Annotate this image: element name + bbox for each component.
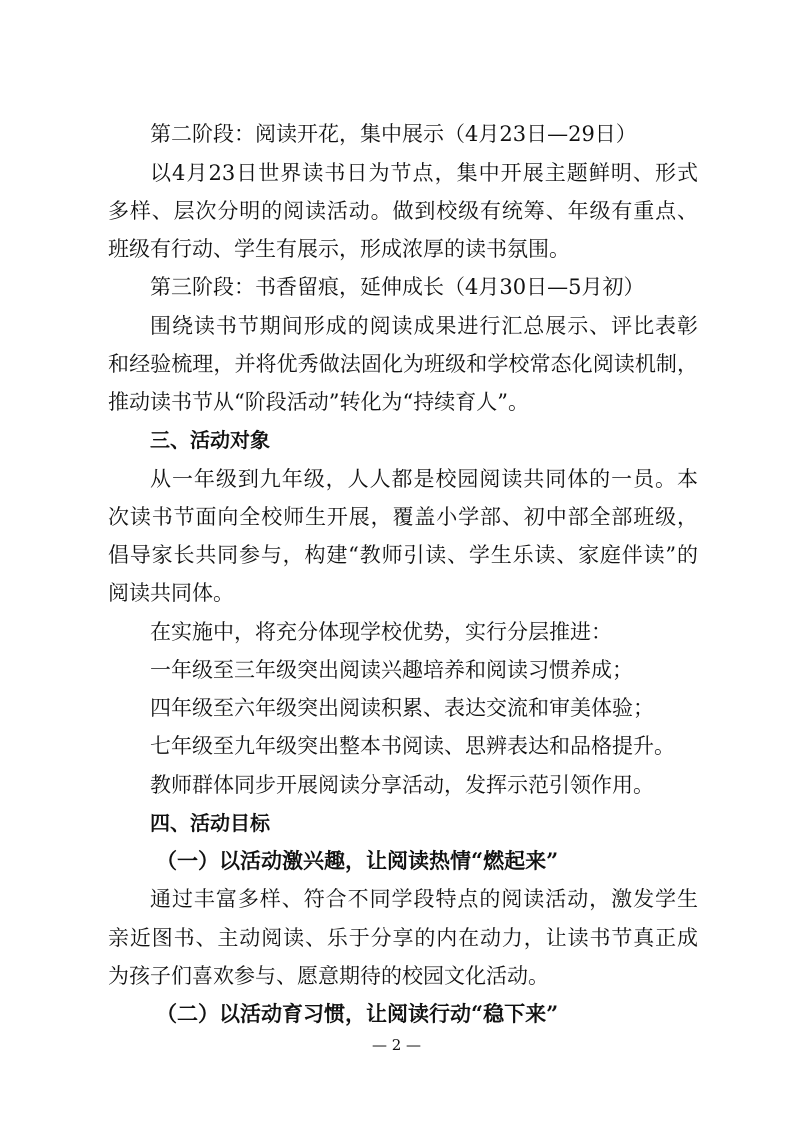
section-heading-targets: 三、活动对象 (150, 428, 270, 452)
subheading-goal-one: （一）以活动激兴趣，让阅读热情“燃起来” (156, 848, 559, 873)
paragraph-line: 以4月23日世界读书日为节点，集中开展主题鲜明、形式 (150, 161, 698, 185)
paragraph-line: 围绕读书节期间形成的阅读成果进行汇总展示、评比表彰 (150, 314, 698, 338)
list-item: 七年级至九年级突出整本书阅读、思辨表达和品格提升。 (150, 734, 675, 758)
paragraph-line: 教师群体同步开展阅读分享活动，发挥示范引领作用。 (150, 773, 654, 797)
paragraph-line: 倡导家长共同参与，构建“教师引读、学生乐读、家庭伴读”的 (108, 543, 698, 567)
paragraph-line: 班级有行动、学生有展示，形成浓厚的读书氛围。 (108, 237, 570, 261)
paragraph-line: 亲近图书、主动阅读、乐于分享的内在动力，让读书节真正成 (108, 926, 698, 950)
list-item: 四年级至六年级突出阅读积累、表达交流和审美体验； (150, 696, 654, 720)
stage-two-title: 第二阶段：阅读开花，集中展示（4月23日—29日） (150, 122, 637, 146)
stage-three-title: 第三阶段：书香留痕，延伸成长（4月30日—5月初） (150, 275, 645, 299)
paragraph-line: 为孩子们喜欢参与、愿意期待的校园文化活动。 (108, 964, 549, 988)
paragraph-line: 推动读书节从“阶段活动”转化为“持续育人”。 (108, 390, 529, 414)
paragraph-line: 和经验梳理，并将优秀做法固化为班级和学校常态化阅读机制， (108, 352, 698, 376)
section-heading-goals: 四、活动目标 (150, 811, 270, 835)
paragraph-line: 在实施中，将充分体现学校优势，实行分层推进： (150, 620, 612, 644)
paragraph-line: 通过丰富多样、符合不同学段特点的阅读活动，激发学生 (150, 887, 698, 911)
subheading-goal-two: （二）以活动育习惯，让阅读行动“稳下来” (156, 1001, 559, 1026)
page-number: — 2 — (371, 1036, 422, 1054)
paragraph-line: 多样、层次分明的阅读活动。做到校级有统筹、年级有重点、 (108, 199, 698, 223)
paragraph-line: 阅读共同体。 (108, 581, 234, 605)
paragraph-line: 次读书节面向全校师生开展，覆盖小学部、初中部全部班级， (108, 505, 698, 529)
list-item: 一年级至三年级突出阅读兴趣培养和阅读习惯养成； (150, 658, 633, 682)
paragraph-line: 从一年级到九年级，人人都是校园阅读共同体的一员。本 (150, 467, 698, 491)
